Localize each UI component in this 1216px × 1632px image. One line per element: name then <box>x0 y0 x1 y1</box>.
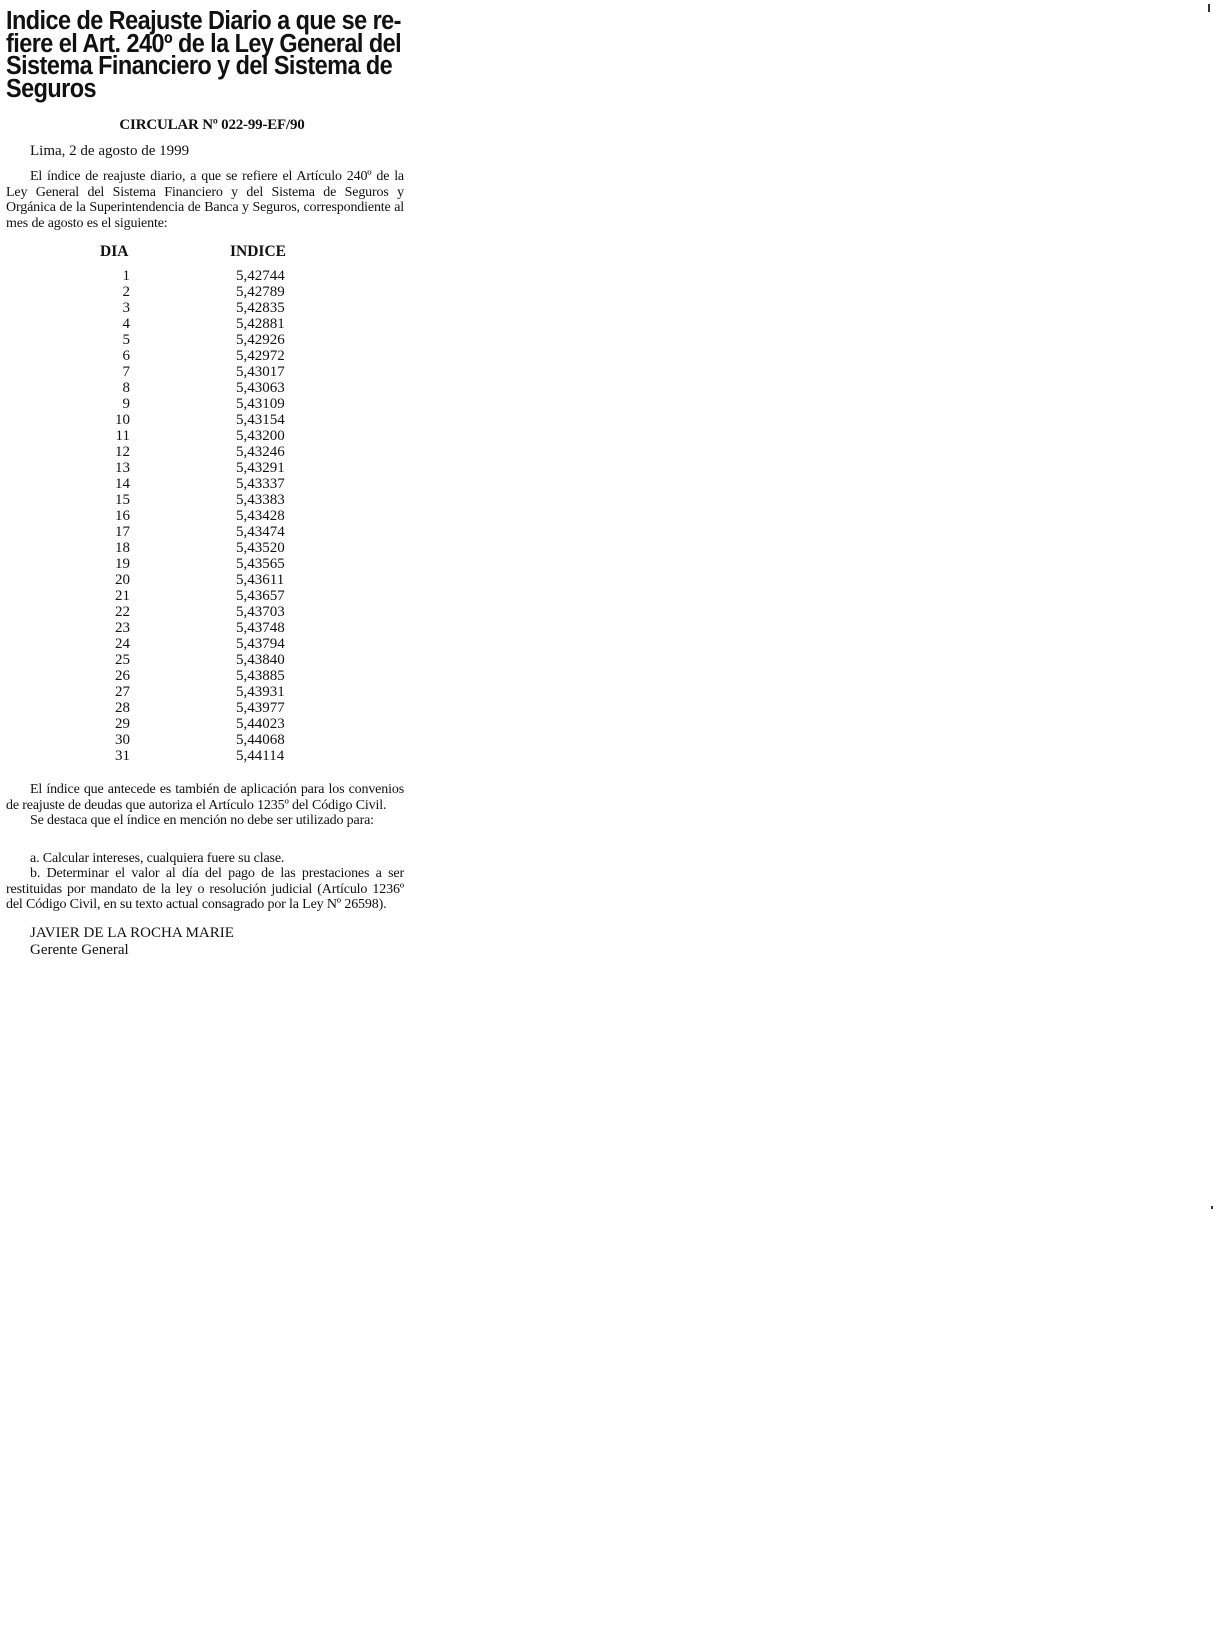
headline <box>6 7 403 103</box>
day-cell: 1 <box>122 268 130 284</box>
table-row <box>6 348 404 364</box>
table-row <box>6 572 404 588</box>
day-cell: 3 <box>122 300 130 316</box>
table-row <box>6 268 404 284</box>
column-header-index: INDICE <box>230 243 286 260</box>
index-cell: 5,42835 <box>236 300 285 316</box>
headline-line: fiere el Art. 240º de la Ley General del <box>6 29 402 58</box>
day-cell: 23 <box>115 620 130 636</box>
index-table-header <box>6 243 404 261</box>
index-cell: 5,42789 <box>236 284 285 300</box>
day-cell: 29 <box>115 716 130 732</box>
scan-mark <box>1208 4 1210 12</box>
day-cell: 14 <box>115 476 130 492</box>
index-cell: 5,43703 <box>236 604 285 620</box>
table-row <box>6 668 404 684</box>
index-cell: 5,43885 <box>236 668 285 684</box>
table-row <box>6 380 404 396</box>
day-cell: 12 <box>115 444 130 460</box>
headline-line: Sistema Financiero y del Sistema de <box>6 52 393 80</box>
table-row <box>6 652 404 668</box>
index-cell: 5,43428 <box>236 508 285 524</box>
day-cell: 17 <box>115 524 130 540</box>
table-row <box>6 412 404 428</box>
table-row <box>6 444 404 460</box>
day-cell: 10 <box>115 412 130 428</box>
circular-number: CIRCULAR Nº 022-99-EF/90 <box>119 117 305 133</box>
table-row <box>6 508 404 524</box>
index-cell: 5,43474 <box>236 524 285 540</box>
index-cell: 5,44114 <box>236 748 285 764</box>
intro-paragraph: El índice de reajuste diario, a que se refiere el Artículo 240º de la Ley General del Sistema Financiero y del Sistema de Seguros y Orgánica de la Superintendencia de Banca y Seguros, correspondiente al mes de agosto es el siguiente: <box>6 169 404 231</box>
table-row <box>6 636 404 652</box>
index-cell: 5,43520 <box>236 540 285 556</box>
index-cell: 5,43063 <box>236 380 285 396</box>
spacer <box>6 829 404 851</box>
day-cell: 26 <box>115 668 130 684</box>
table-row <box>6 492 404 508</box>
index-cell: 5,43109 <box>236 396 285 412</box>
index-cell: 5,43337 <box>236 476 285 492</box>
scan-mark <box>1211 1206 1213 1209</box>
table-row <box>6 700 404 716</box>
day-cell: 27 <box>115 684 130 700</box>
note-paragraph: Se destaca que el índice en mención no debe ser utilizado para: <box>30 813 374 828</box>
index-table-body <box>6 268 404 764</box>
day-cell: 8 <box>122 380 130 396</box>
day-cell: 5 <box>122 332 130 348</box>
index-cell: 5,43017 <box>236 364 285 380</box>
table-row <box>6 604 404 620</box>
day-cell: 7 <box>122 364 130 380</box>
index-cell: 5,42744 <box>236 268 285 284</box>
day-cell: 19 <box>115 556 130 572</box>
table-row <box>6 428 404 444</box>
index-cell: 5,43200 <box>236 428 285 444</box>
table-row <box>6 684 404 700</box>
day-cell: 18 <box>115 540 130 556</box>
table-row <box>6 620 404 636</box>
index-cell: 5,42926 <box>236 332 285 348</box>
index-cell: 5,43840 <box>236 652 285 668</box>
index-cell: 5,42972 <box>236 348 285 364</box>
table-row <box>6 300 404 316</box>
day-cell: 21 <box>115 588 130 604</box>
day-cell: 4 <box>122 316 130 332</box>
day-cell: 6 <box>122 348 130 364</box>
index-cell: 5,43154 <box>236 412 285 428</box>
day-cell: 2 <box>122 284 130 300</box>
index-cell: 5,43977 <box>236 700 285 716</box>
index-cell: 5,43748 <box>236 620 285 636</box>
index-cell: 5,42881 <box>236 316 285 332</box>
signature-block <box>6 925 404 959</box>
index-cell: 5,44068 <box>236 732 285 748</box>
day-cell: 15 <box>115 492 130 508</box>
list-item-b: b. Determinar el valor al día del pago de las prestaciones a ser restituidas por mandato de la ley o resolución judicial (Artículo 1236º del Código Civil, en su texto actual consagrado por la Ley Nº 26598). <box>6 866 404 912</box>
day-cell: 20 <box>115 572 130 588</box>
day-cell: 9 <box>122 396 130 412</box>
day-cell: 11 <box>115 428 130 444</box>
table-row <box>6 476 404 492</box>
table-row <box>6 524 404 540</box>
day-cell: 31 <box>115 748 130 764</box>
index-cell: 5,43246 <box>236 444 285 460</box>
index-cell: 5,43291 <box>236 460 285 476</box>
index-cell: 5,43611 <box>236 572 285 588</box>
day-cell: 16 <box>115 508 130 524</box>
table-row <box>6 316 404 332</box>
index-cell: 5,43565 <box>236 556 285 572</box>
table-row <box>6 460 404 476</box>
day-cell: 24 <box>115 636 130 652</box>
day-cell: 28 <box>115 700 130 716</box>
table-row <box>6 540 404 556</box>
table-row <box>6 716 404 732</box>
document-column <box>6 7 404 959</box>
table-row <box>6 332 404 348</box>
list-item-a: a. Calcular intereses, cualquiera fuere su clase. <box>30 850 285 866</box>
index-cell: 5,43657 <box>236 588 285 604</box>
index-cell: 5,44023 <box>236 716 285 732</box>
date-line: Lima, 2 de agosto de 1999 <box>30 143 190 159</box>
index-cell: 5,43794 <box>236 636 285 652</box>
day-cell: 13 <box>115 460 130 476</box>
table-row <box>6 284 404 300</box>
day-cell: 25 <box>115 652 130 668</box>
day-cell: 30 <box>115 732 130 748</box>
table-row <box>6 748 404 764</box>
headline-line: Seguros <box>6 74 97 103</box>
headline-line: Indice de Reajuste Diario a que se re- <box>6 7 401 35</box>
table-row <box>6 588 404 604</box>
day-cell: 22 <box>115 604 130 620</box>
table-row <box>6 396 404 412</box>
column-header-day: DIA <box>100 243 129 260</box>
index-cell: 5,43383 <box>236 492 285 508</box>
signatory-name: JAVIER DE LA ROCHA MARIE <box>30 924 234 941</box>
signatory-title: Gerente General <box>30 941 129 958</box>
table-row <box>6 732 404 748</box>
index-cell: 5,43931 <box>236 684 285 700</box>
table-row <box>6 556 404 572</box>
application-paragraph: El índice que antecede es también de aplicación para los convenios de reajuste de deudas que autoriza el Artículo 1235º del Código Civil. <box>6 782 404 813</box>
table-row <box>6 364 404 380</box>
